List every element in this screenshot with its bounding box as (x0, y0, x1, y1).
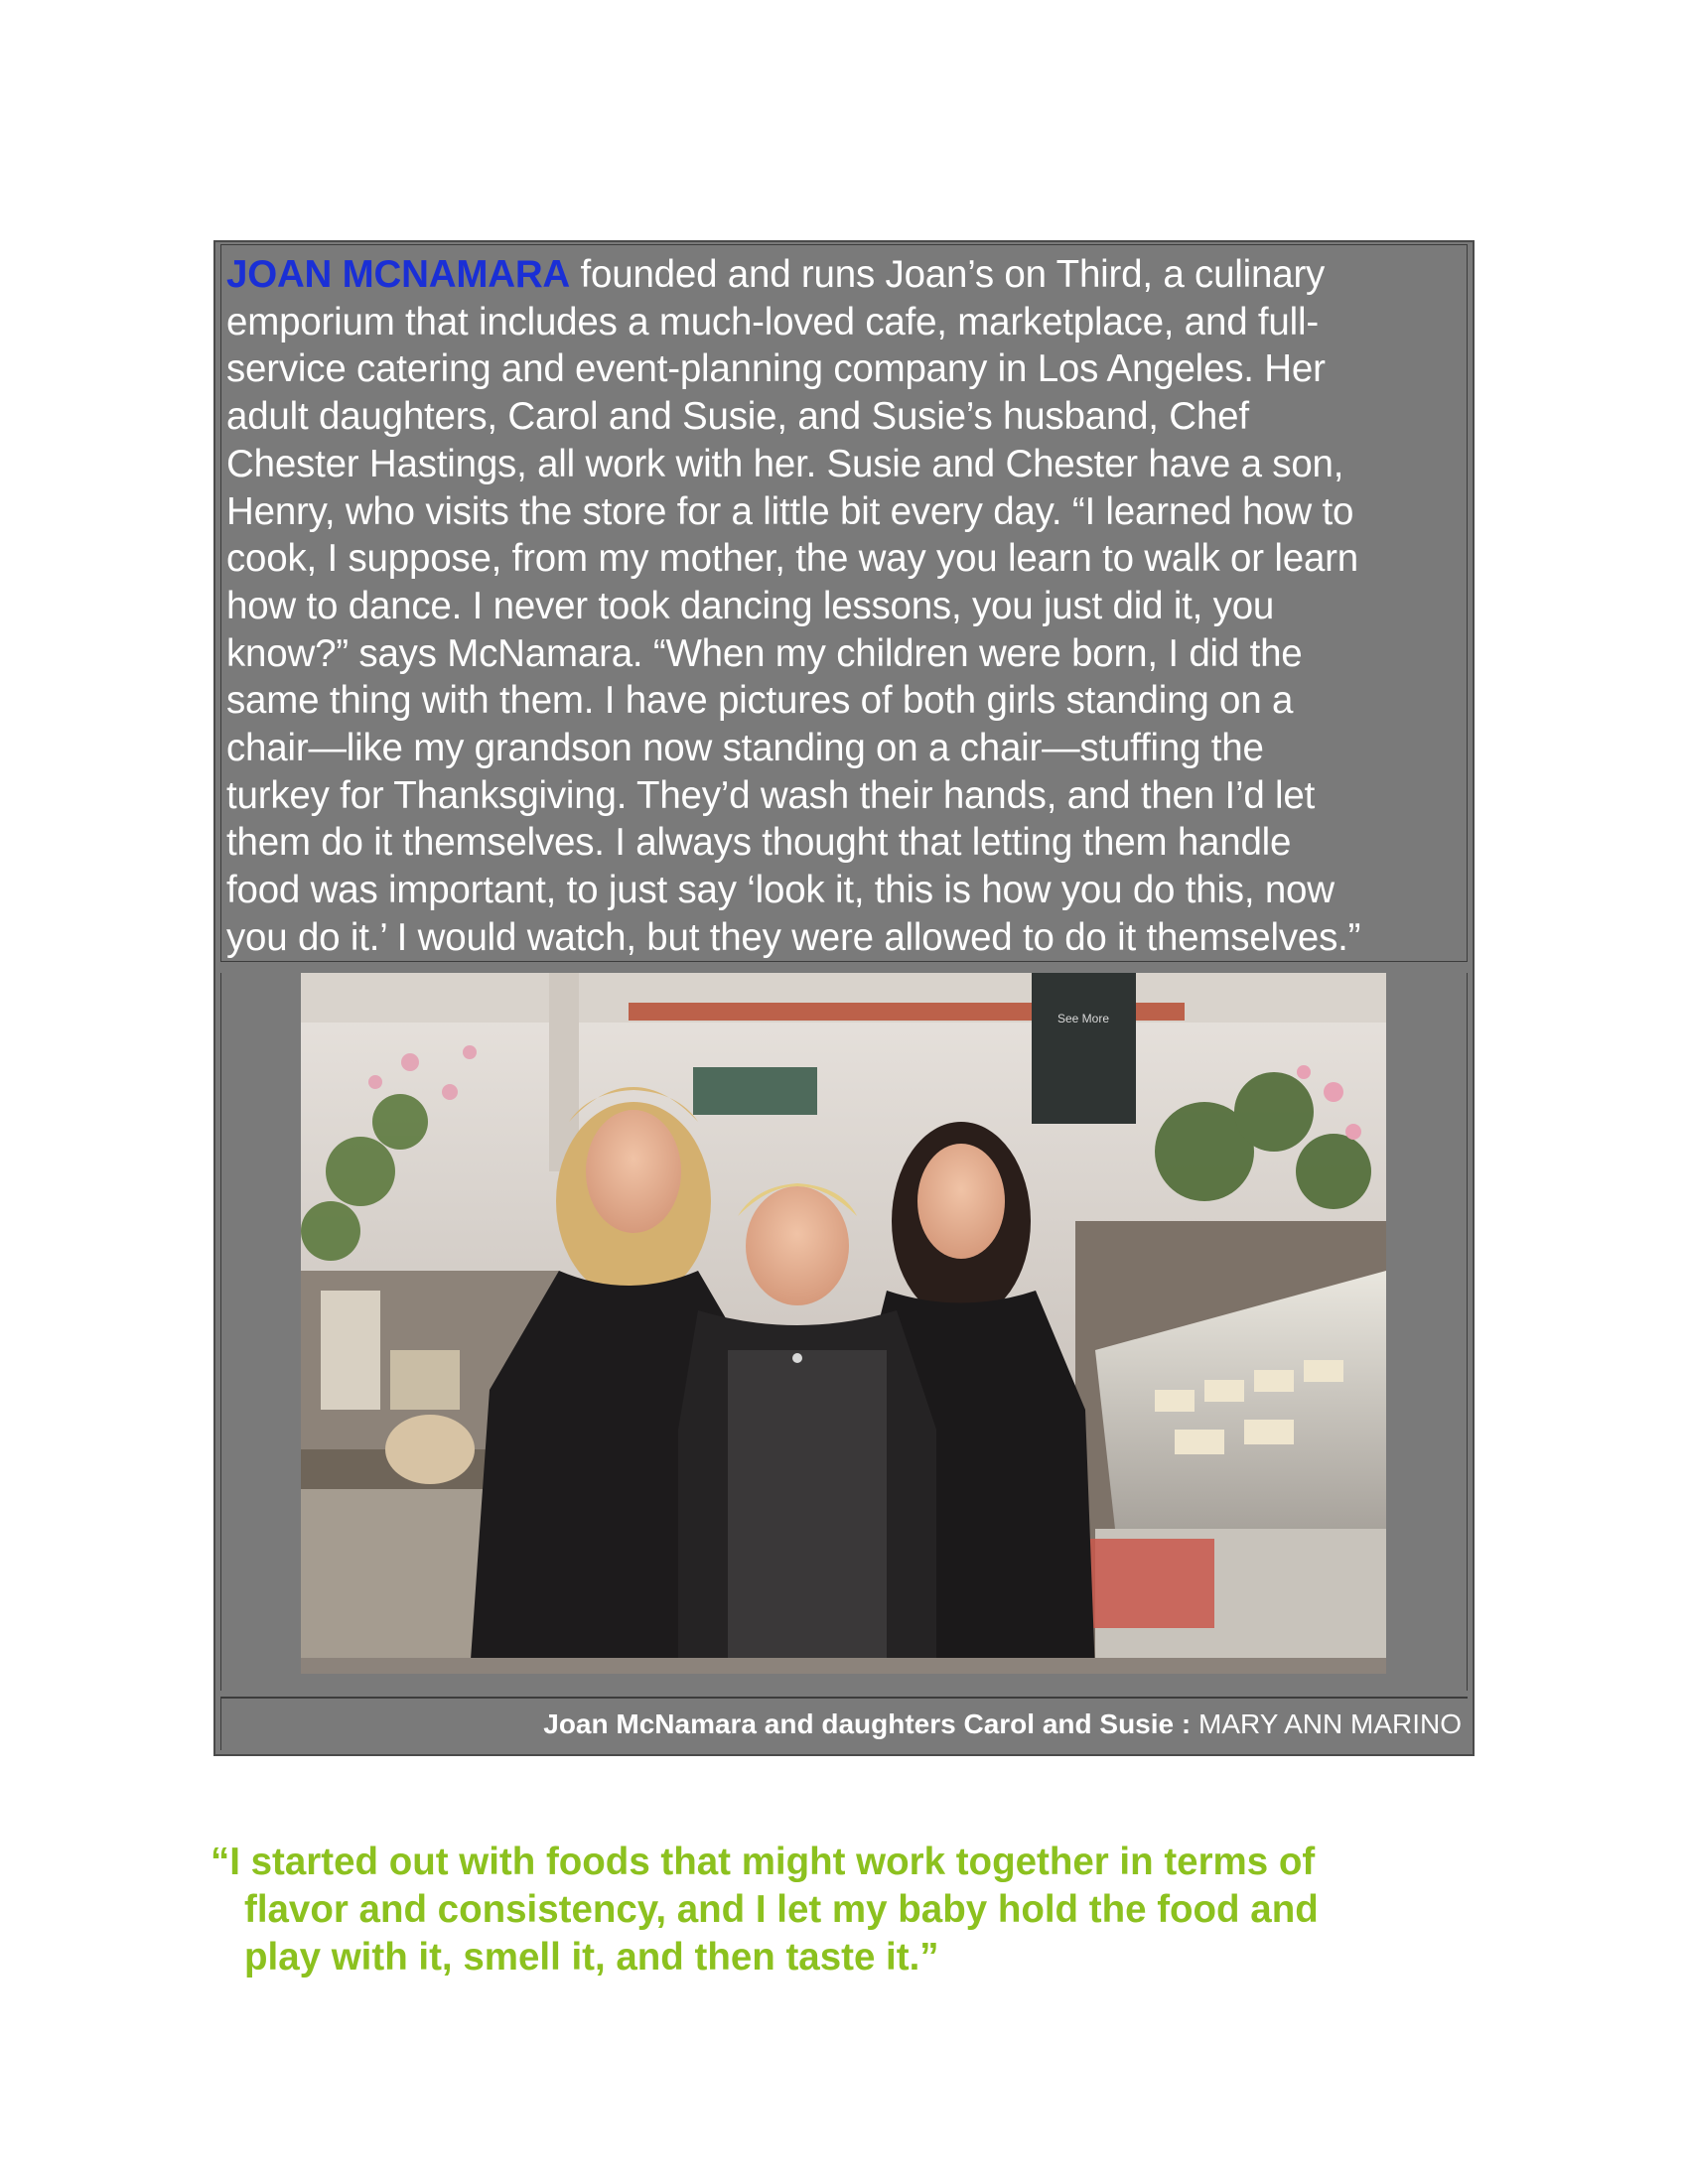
bio-line-14: food was important, to just say ‘look it, this is how you do this, now (226, 869, 1335, 912)
bio-line-12: turkey for Thanksgiving. They’d wash their hands, and then I’d let (226, 773, 1316, 817)
bio-line-6: Henry, who visits the store for a little bit every day. “I learned how to (226, 489, 1354, 533)
pull-quote-line-3: play with it, smell it, and then taste it.” (244, 1936, 939, 1979)
bio-line-10: same thing with them. I have pictures of both girls standing on a (226, 679, 1294, 723)
bio-line-8: how to dance. I never took dancing lessons, you just did it, you (226, 584, 1275, 627)
chalkboard-text: See More (1056, 1012, 1110, 1025)
chalkboard (1032, 973, 1136, 1124)
pull-quote-line-1: “I started out with foods that might work together in terms of (211, 1841, 1316, 1883)
bio-line-1 (226, 251, 1467, 299)
bio-line-4: adult daughters, Carol and Susie, and Susie’s husband, Chef (226, 395, 1249, 439)
bio-line-15: you do it.’ I would watch, but they were allowed to do it themselves.” (226, 915, 1361, 959)
caption-credit: MARY ANN MARINO (1197, 1708, 1462, 1739)
caption-subject: Joan McNamara and daughters Carol and Susie (543, 1708, 1175, 1739)
bio-line-13: them do it themselves. I always thought that letting them handle (226, 821, 1292, 865)
bio-line-7: cook, I suppose, from my mother, the way you learn to walk or learn (226, 537, 1358, 581)
pull-quote-line-2: flavor and consistency, and I let my baby hold the food and (244, 1888, 1319, 1931)
bio-line-5: Chester Hastings, all work with her. Susie and Chester have a son, (226, 442, 1344, 485)
bio-line-text: founded and runs Joan’s on Third, a culinary (570, 253, 1326, 296)
photo-frame (220, 973, 1468, 1691)
bio-line-2: emporium that includes a much-loved cafe, marketplace, and full- (226, 300, 1319, 343)
profile-panel (213, 240, 1475, 1756)
bio-text-block (220, 244, 1468, 962)
caption-separator: : (1174, 1708, 1198, 1739)
photo-caption (220, 1697, 1468, 1750)
pull-quote (211, 1839, 1481, 1981)
bio-line-9: know?” says McNamara. “When my children were born, I did the (226, 631, 1303, 675)
bio-name: JOAN MCNAMARA (226, 253, 571, 296)
store-photo (301, 973, 1386, 1674)
photo-illustration (301, 973, 1386, 1674)
bio-line-11: chair—like my grandson now standing on a chair—stuffing the (226, 727, 1264, 770)
bio-line-3: service catering and event-planning company in Los Angeles. Her (226, 347, 1326, 391)
